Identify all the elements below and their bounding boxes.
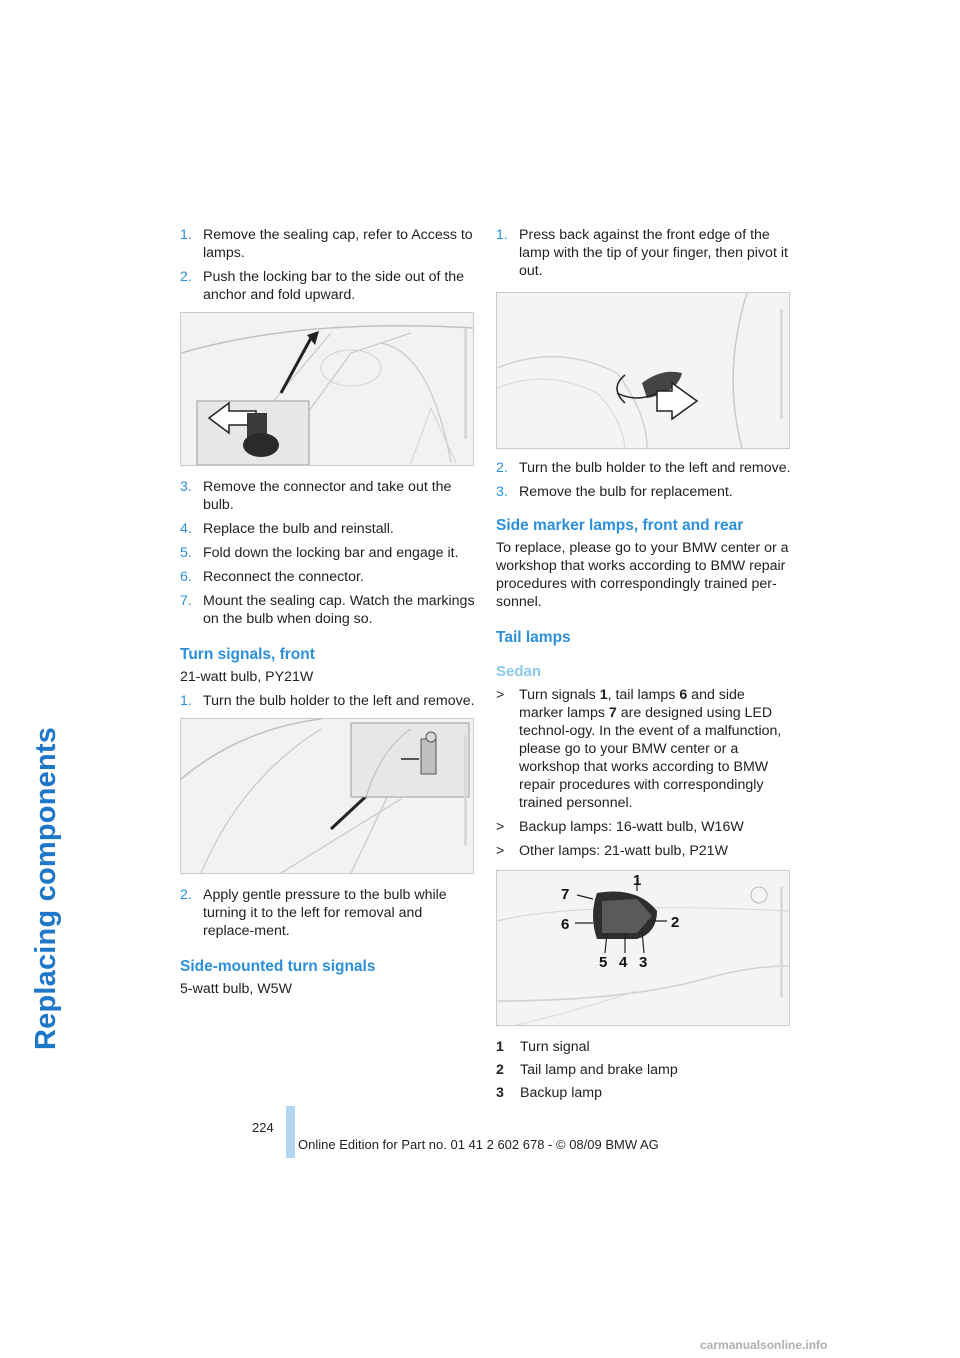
step (496, 226, 792, 280)
step-text: Remove the connector and take out the bulb. (203, 479, 452, 513)
figure-code (777, 877, 787, 1017)
label-7: 7 (561, 886, 570, 903)
step (180, 886, 476, 940)
legend-number: 3 (496, 1085, 504, 1101)
legend-text: Backup lamp (520, 1085, 603, 1101)
label-6: 6 (561, 916, 570, 933)
figure-tail-lamp (496, 870, 790, 1026)
step (180, 592, 476, 628)
figure-front-turn-signal (180, 718, 474, 874)
page-number: 224 (252, 1120, 274, 1135)
bullet-text: Other lamps: 21-watt bulb, P21W (519, 843, 728, 859)
step (180, 544, 476, 562)
step-number: 2. (180, 269, 192, 285)
step-text: Press back against the front edge of the lamp with the tip of your finger, then pivot it out. (519, 227, 788, 279)
bullet-item (496, 686, 792, 812)
right-column (496, 226, 792, 1107)
bullet-item (496, 818, 792, 836)
step-number: 5. (180, 545, 192, 561)
step-text: Mount the sealing cap. Watch the markings on the bulb when doing so. (203, 593, 475, 627)
side-title-text: Replacing components (30, 726, 62, 1050)
bullet-text: Backup lamps: 16-watt bulb, W16W (519, 819, 744, 835)
figure-code (461, 319, 471, 459)
step (180, 478, 476, 514)
step (180, 268, 476, 304)
bullet-item (496, 842, 792, 860)
step-number: 4. (180, 521, 192, 537)
heading-tail-lamps: Tail lamps (496, 629, 571, 646)
heading-side-marker-lamps: Side marker lamps, front and rear (496, 517, 744, 534)
legend-number: 1 (496, 1039, 504, 1055)
side-marker-text: To replace, please go to your BMW center or a workshop that works according to BMW repair procedures with correspondingly trained per-sonnel. (496, 540, 789, 610)
figure-locking-bar (180, 312, 474, 466)
legend-item (496, 1061, 792, 1079)
bulb-spec: 5-watt bulb, W5W (180, 981, 292, 997)
step-text: Replace the bulb and reinstall. (203, 521, 394, 537)
step-text: Turn the bulb holder to the left and remove. (203, 693, 475, 709)
step-text: Remove the sealing cap, refer to Access to lamps. (203, 227, 473, 261)
legend-item (496, 1084, 792, 1102)
side-title (28, 230, 64, 1110)
step (180, 568, 476, 586)
step-number: 7. (180, 593, 192, 609)
step-text: Turn the bulb holder to the left and remove. (519, 460, 791, 476)
bullet-mark: > (496, 843, 505, 859)
heading-side-mounted-turn-signals: Side-mounted turn signals (180, 958, 376, 975)
step-text: Apply gentle pressure to the bulb while turning it to the left for removal and replace-ment. (203, 887, 447, 939)
label-2: 2 (671, 914, 680, 931)
step-number: 1. (180, 693, 192, 709)
step (180, 520, 476, 538)
step-number: 2. (180, 887, 192, 903)
legend-item (496, 1038, 792, 1056)
bullet-mark: > (496, 819, 505, 835)
label-1: 1 (633, 872, 642, 889)
step-number: 6. (180, 569, 192, 585)
label-4: 4 (619, 954, 628, 971)
step (180, 226, 476, 262)
heading-sedan: Sedan (496, 663, 542, 680)
bullet-mark: > (496, 687, 505, 703)
step-text: Remove the bulb for replacement. (519, 484, 733, 500)
step-number: 2. (496, 460, 508, 476)
legend-text: Tail lamp and brake lamp (520, 1062, 678, 1078)
bullet-text: Turn signals 1, tail lamps 6 and side marker lamps 7 are designed using LED technol-ogy. In the event of a malfunction, please go to your BMW center or a workshop that works according to BMW repair procedures with correspondingly trained personnel. (519, 687, 782, 811)
step (496, 483, 792, 501)
legend-number: 2 (496, 1062, 504, 1078)
step-text: Push the locking bar to the side out of the anchor and fold upward. (203, 269, 465, 303)
label-3: 3 (639, 954, 648, 971)
figure-code (777, 299, 787, 439)
step-number: 3. (180, 479, 192, 495)
step (180, 692, 476, 710)
footer-edition: Online Edition for Part no. 01 41 2 602 678 - © 08/09 BMW AG (298, 1137, 659, 1152)
step-text: Reconnect the connector. (203, 569, 364, 585)
step-number: 1. (180, 227, 192, 243)
step-number: 1. (496, 227, 508, 243)
figure-side-marker (496, 292, 790, 449)
step-text: Fold down the locking bar and engage it. (203, 545, 459, 561)
legend-text: Turn signal (520, 1039, 590, 1055)
watermark: carmanualsonline.info (700, 1338, 828, 1352)
figure-code (461, 725, 471, 865)
step (496, 459, 792, 477)
step-number: 3. (496, 484, 508, 500)
footer-bar (286, 1106, 295, 1158)
bulb-spec: 21-watt bulb, PY21W (180, 669, 314, 685)
label-5: 5 (599, 954, 608, 971)
left-column (180, 226, 476, 998)
heading-turn-signals-front: Turn signals, front (180, 646, 315, 663)
